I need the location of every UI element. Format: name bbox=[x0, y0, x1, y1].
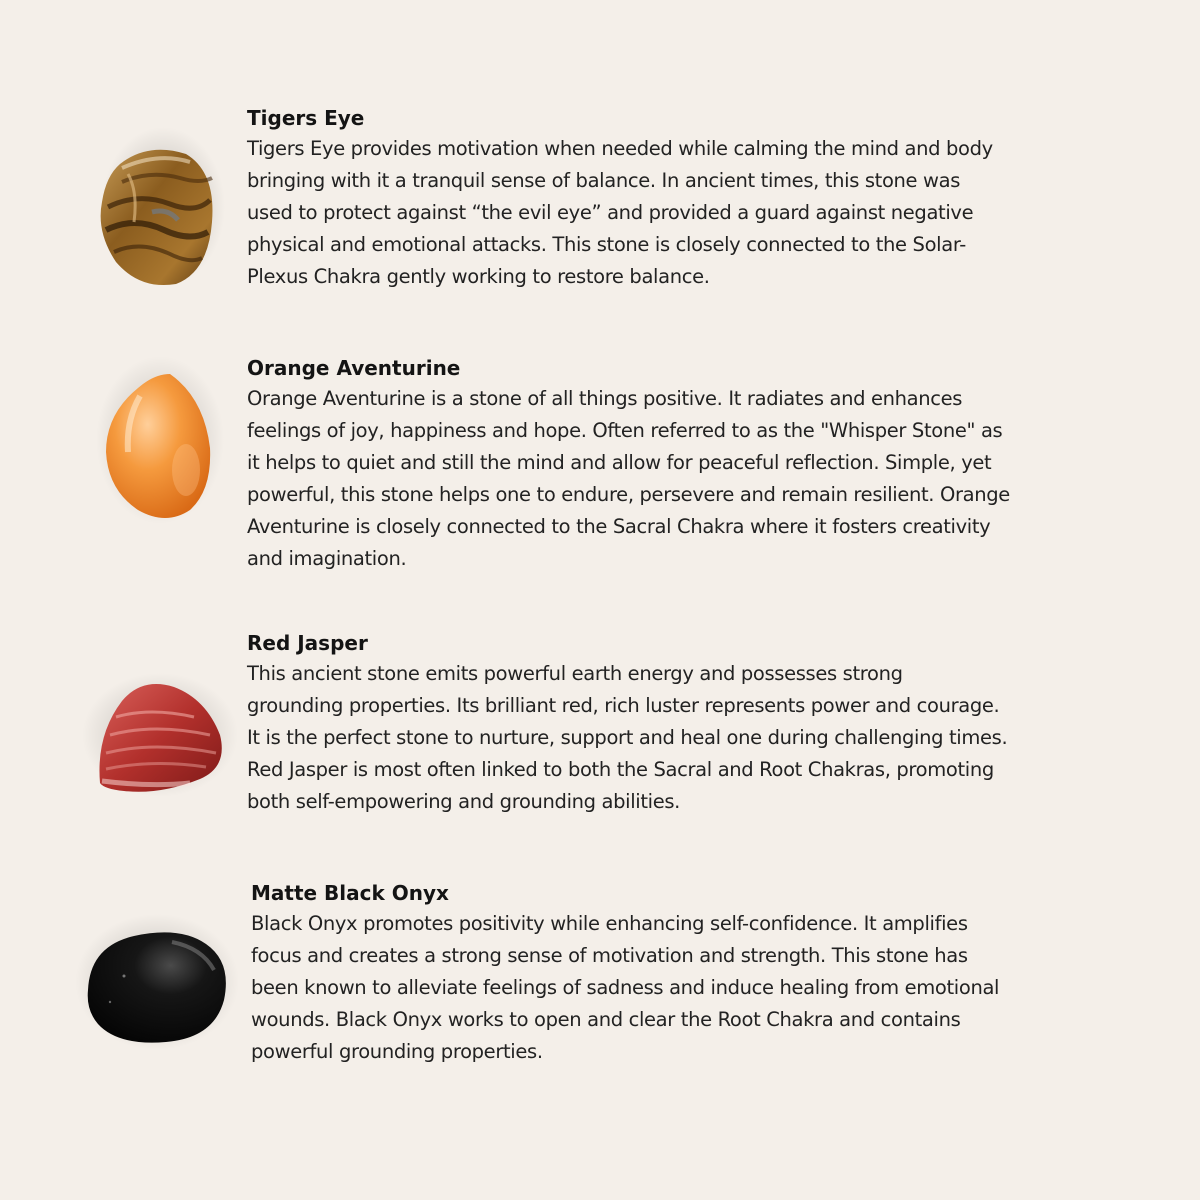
stone-title: Tigers Eye bbox=[247, 106, 365, 130]
stone-title: Red Jasper bbox=[247, 631, 368, 655]
black-onyx-stone-image bbox=[62, 900, 242, 1060]
stone-description: Orange Aventurine is a stone of all things positive. It radiates and enhances feelings of joy, happiness and hope. Often referred to as the "Whisper Stone" as it helps to quiet and still the mind and allow for peaceful reflection. Simple, yet powerful, this stone helps one to endure, persevere and remain resilient. Orange Aventurine is closely connected to the Sacral Chakra where it fosters creativity and imagination. bbox=[247, 387, 1010, 570]
stone-description: Tigers Eye provides motivation when needed while calming the mind and body bringing with it a tranquil sense of balance. In ancient times, this stone was used to protect against “the evil eye” and provided a guard against negative physical and emotional attacks. This stone is closely connected to the Solar- Plexus Chakra gently working to restore balance. bbox=[247, 137, 993, 288]
orange-aventurine-stone-image bbox=[78, 340, 238, 540]
stone-entry-red-jasper bbox=[247, 628, 1127, 818]
stone-entry-orange-aventurine bbox=[247, 353, 1127, 575]
stone-entry-black-onyx bbox=[251, 878, 1131, 1068]
stone-title: Orange Aventurine bbox=[247, 356, 461, 380]
red-jasper-stone-image bbox=[70, 655, 240, 805]
stone-description: Black Onyx promotes positivity while enhancing self-confidence. It amplifies focus and creates a strong sense of motivation and strength. This stone has been known to alleviate feelings of sadness and induce healing from emotional wounds. Black Onyx works to open and clear the Root Chakra and contains powerful grounding properties. bbox=[251, 912, 1000, 1063]
stone-title: Matte Black Onyx bbox=[251, 881, 449, 905]
stone-entry-tigers-eye bbox=[247, 103, 1127, 293]
tigers-eye-stone-image bbox=[78, 112, 238, 312]
stone-description: This ancient stone emits powerful earth energy and possesses strong grounding properties. Its brilliant red, rich luster represents power and courage. It is the perfect stone to nurture, support and heal one during challenging times. Red Jasper is most often linked to both the Sacral and Root Chakras, promoting both self-empowering and grounding abilities. bbox=[247, 662, 1008, 813]
